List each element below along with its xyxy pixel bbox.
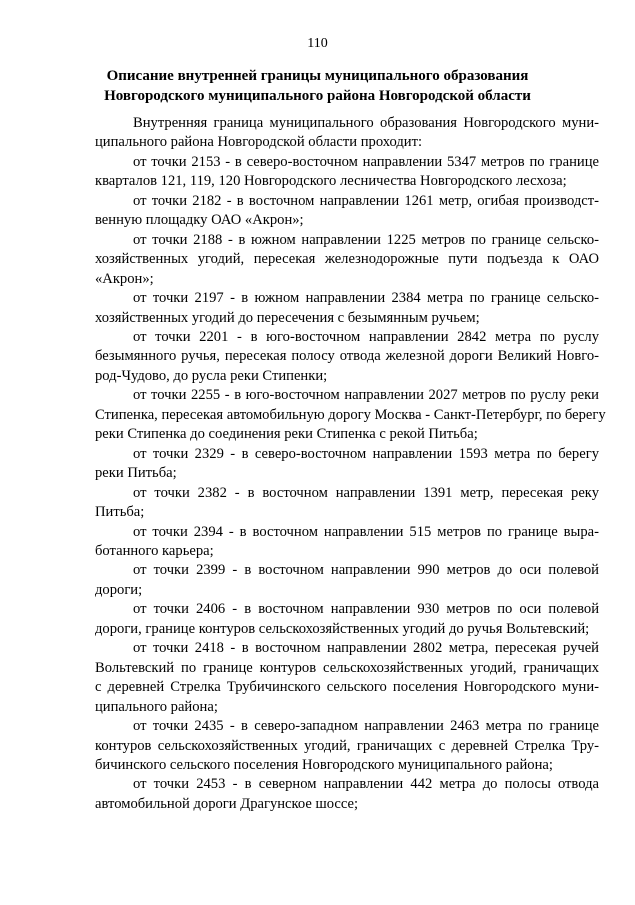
paragraph — [95, 600, 599, 639]
paragraph-line: автомобильной дороги Драгунское шоссе; — [95, 795, 359, 812]
paragraph-line: от точки 2201 - в юго-восточном направлении 2842 метра по руслу — [133, 328, 599, 345]
paragraph-line: дороги, границе контуров сельскохозяйственных угодий до ручья Вольтевский; — [95, 620, 590, 637]
paragraph — [95, 153, 599, 192]
paragraph — [95, 386, 606, 444]
paragraph-line: Питьба; — [95, 504, 145, 521]
paragraph — [95, 775, 599, 814]
paragraph — [95, 561, 599, 600]
paragraph-line: от точки 2329 - в северо-восточном направлении 1593 метра по берегу — [133, 445, 599, 462]
paragraph-line: реки Питьба; — [95, 465, 177, 482]
paragraph-line: от точки 2197 - в южном направлении 2384 метра по границе сельско- — [133, 290, 599, 307]
paragraph — [95, 523, 599, 562]
paragraph — [95, 328, 599, 386]
paragraph — [95, 231, 599, 289]
paragraph-line: хозяйственных угодий до пересечения с безымянным ручьем; — [95, 309, 480, 326]
paragraph-line: от точки 2394 - в восточном направлении 515 метров по границе выра- — [133, 523, 599, 540]
paragraph-line: ципального района; — [95, 698, 218, 715]
paragraph — [95, 717, 599, 775]
document-body — [95, 114, 606, 814]
paragraph-line: от точки 2382 - в восточном направлении 1391 метр, пересекая реку — [133, 484, 599, 501]
paragraph-line: контуров сельскохозяйственных угодий, граничащих с деревней Стрелка Тру- — [95, 737, 599, 754]
paragraph-line: хозяйственных угодий, пересекая железнодорожные пути подъезда к ОАО — [95, 251, 599, 268]
paragraph-line: от точки 2406 - в восточном направлении 930 метров по оси полевой — [133, 601, 599, 618]
title-line: Описание внутренней границы муниципального образования — [106, 68, 529, 84]
paragraph-line: реки Стипенка до соединения реки Стипенка с рекой Питьба; — [95, 426, 478, 443]
paragraph — [95, 445, 599, 484]
paragraph — [95, 639, 599, 717]
paragraph-line: род-Чудово, до русла реки Стипенки; — [95, 367, 328, 384]
paragraph-line: Внутренняя граница муниципального образования Новгородского муни- — [133, 115, 599, 131]
paragraph-line: от точки 2153 - в северо-восточном направлении 5347 метров по границе — [133, 153, 599, 170]
document-title — [0, 66, 635, 106]
paragraph-line: Вольтевский по границе контуров сельскохозяйственных угодий, граничащих — [95, 659, 599, 676]
paragraph — [95, 289, 599, 328]
paragraph-line: от точки 2399 - в восточном направлении 990 метров до оси полевой — [133, 562, 599, 579]
paragraph — [95, 192, 599, 231]
page-number: 110 — [307, 36, 328, 51]
paragraph-line: от точки 2418 - в восточном направлении 2802 метра, пересекая ручей — [133, 640, 599, 657]
paragraph-line: «Акрон»; — [95, 270, 154, 287]
paragraph-line: венную площадку ОАО «Акрон»; — [95, 212, 304, 229]
paragraph-line: от точки 2453 - в северном направлении 442 метра до полосы отвода — [133, 776, 599, 793]
paragraph-line: от точки 2188 - в южном направлении 1225 метров по границе сельско- — [133, 231, 599, 248]
paragraph-line: кварталов 121, 119, 120 Новгородского лесничества Новгородского лесхоза; — [95, 173, 567, 190]
paragraph-line: ботанного карьера; — [95, 542, 214, 559]
paragraph-line: от точки 2435 - в северо-западном направлении 2463 метра по границе — [133, 718, 599, 735]
paragraph — [95, 114, 599, 153]
paragraph-line: от точки 2182 - в восточном направлении 1261 метр, огибая производст- — [133, 192, 599, 209]
paragraph-line: с деревней Стрелка Трубичинского сельского поселения Новгородского муни- — [95, 679, 599, 696]
paragraph-line: Стипенка, пересекая автомобильную дорогу Москва - Санкт-Петербург, по берегу — [95, 406, 606, 423]
paragraph-line: безымянного ручья, пересекая полосу отвода железной дороги Великий Новго- — [95, 348, 599, 365]
title-line: Новгородского муниципального района Новгородской области — [104, 88, 531, 104]
paragraph-line: ципального района Новгородской области проходит: — [95, 134, 423, 151]
paragraph-line: дороги; — [95, 581, 143, 598]
paragraph-line: бичинского сельского поселения Новгородского муниципального района; — [95, 756, 553, 773]
paragraph — [95, 484, 599, 523]
paragraph-line: от точки 2255 - в юго-восточном направлении 2027 метров по руслу реки — [133, 387, 599, 404]
